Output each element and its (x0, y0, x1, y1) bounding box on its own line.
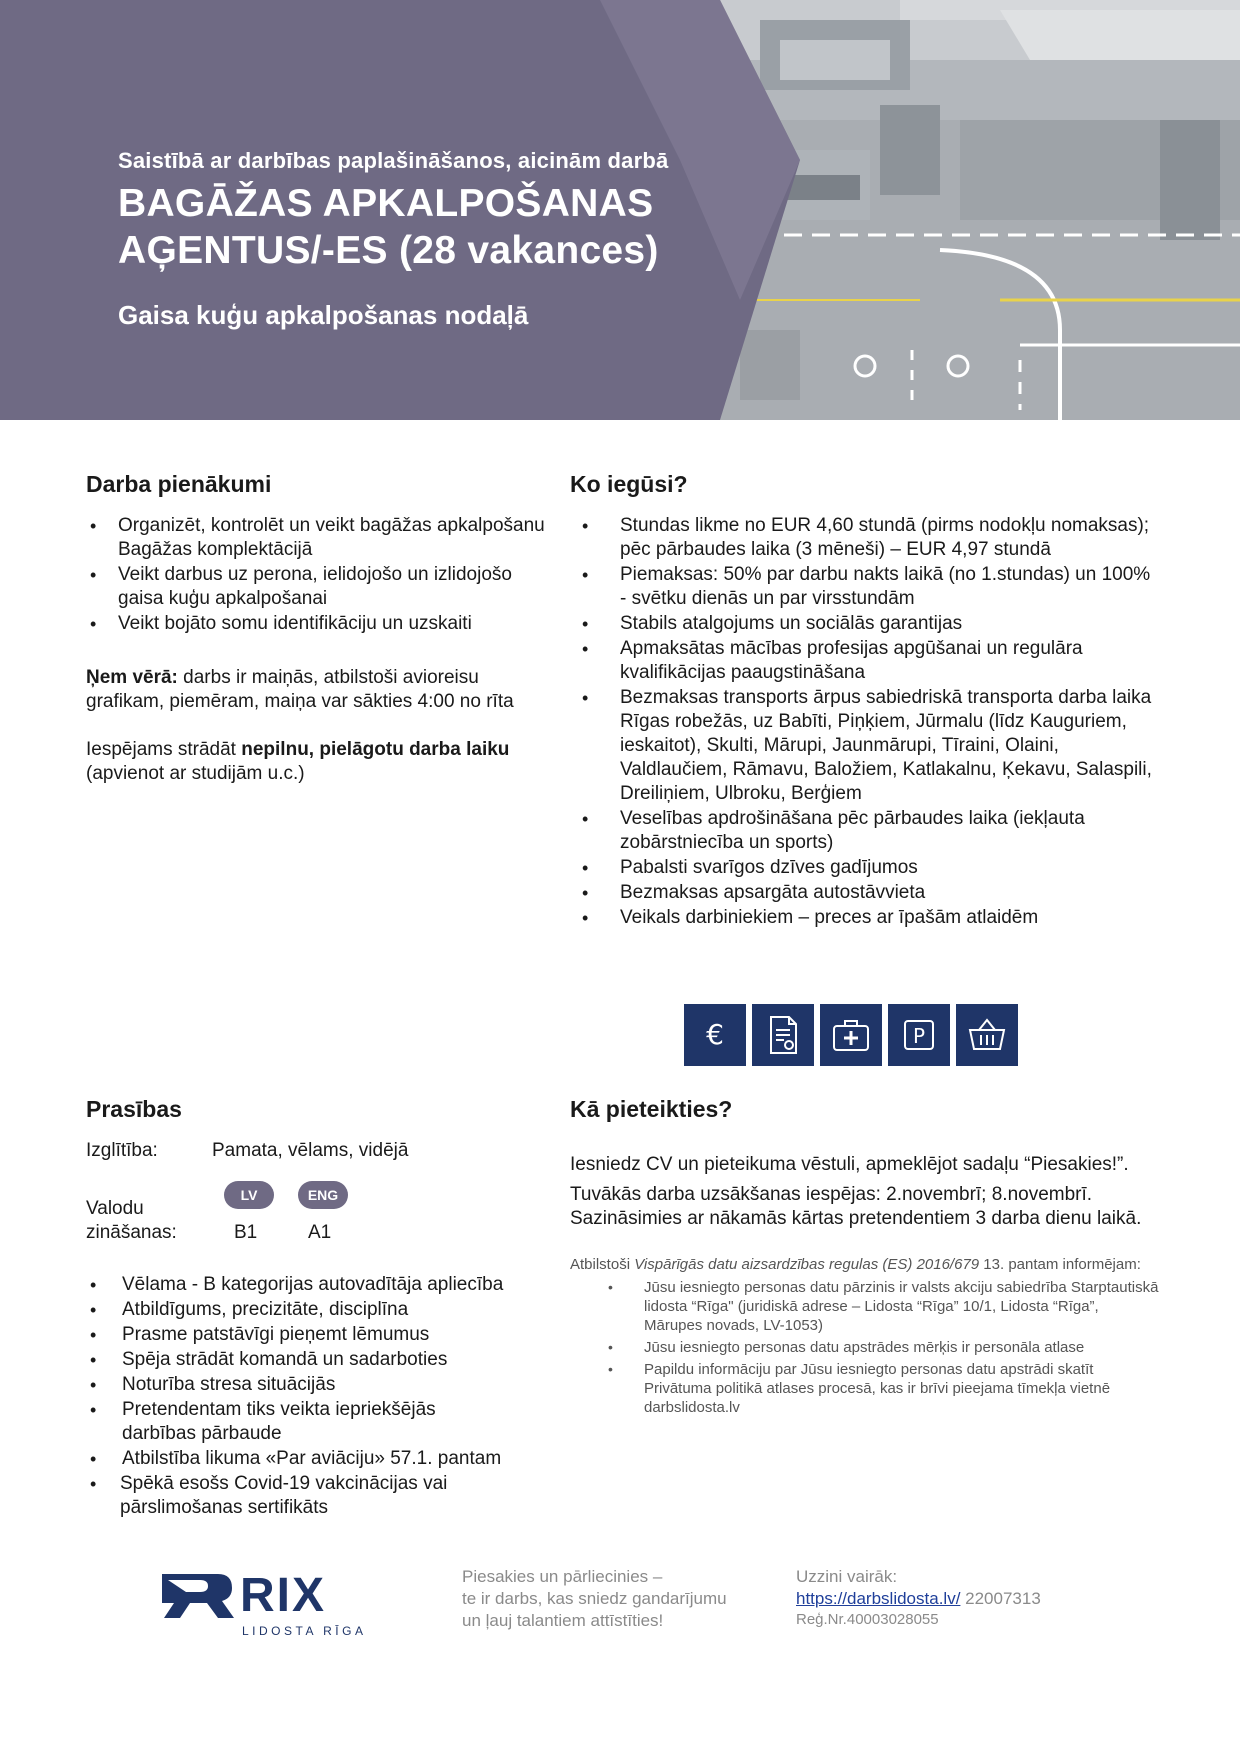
part-time-bold: nepilnu, pielāgotu darba laiku (241, 739, 510, 760)
apply-section (570, 1097, 1160, 1418)
gdpr-pre: Atbilstoši (570, 1256, 635, 1273)
requirements-section (86, 1097, 566, 1521)
gdpr-regulation: Vispārīgās datu aizsardzības regulas (ES) 2016/679 (634, 1256, 980, 1273)
list-item: • Atbilstība likuma «Par aviāciju» 57.1. pantam (86, 1447, 566, 1471)
rix-logo (160, 1568, 370, 1642)
duties-list (86, 514, 556, 636)
list-item: • Stabils atalgojums un sociālās garantijas (570, 612, 1160, 636)
footer-slogan (462, 1566, 727, 1632)
shift-note-text: darbs ir maiņās, atbilstoši avioreisu grafikam, piemēram, maiņa var sākties 4:00 no rīta (86, 667, 514, 712)
contact-timeline: Sazināsimies ar nākamās kārtas pretendentiem 3 darba dienu laikā. (570, 1208, 1142, 1229)
parking-icon (888, 1004, 950, 1066)
language-badge-eng: ENG (298, 1181, 348, 1209)
list-item: • Vēlama - B kategorijas autovadītāja apliecība (86, 1273, 566, 1297)
list-item: • Spēkā esošs Covid-19 vakcinācijas vai pārslimošanas sertifikāts (86, 1472, 520, 1520)
benefit-icons (684, 1004, 1018, 1066)
language-level-eng: A1 (308, 1222, 332, 1243)
list-item: • Pabalsti svarīgos dzīves gadījumos (570, 856, 1160, 880)
list-item: • Bezmaksas apsargāta autostāvvieta (570, 881, 1160, 905)
gdpr-post: 13. pantam informējam: (979, 1256, 1141, 1273)
part-time-pre: Iespējams strādāt (86, 739, 242, 760)
list-item: • Spēja strādāt komandā un sadarboties (86, 1348, 566, 1372)
document-icon (752, 1004, 814, 1066)
education-row (86, 1139, 566, 1163)
duties-section (86, 472, 556, 786)
list-item: • Veselības apdrošināšana pēc pārbaudes laika (iekļauta zobārstniecība un sports) (570, 807, 1160, 855)
part-time-note (86, 738, 556, 786)
hero-banner (0, 0, 1240, 420)
euro-icon (684, 1004, 746, 1066)
list-item: • Organizēt, kontrolēt un veikt bagāžas apkalpošanu Bagāžas komplektācijā (86, 514, 556, 562)
careers-link[interactable]: https://darbslidosta.lv/ (796, 1589, 961, 1608)
list-item: • Jūsu iesniegto personas datu apstrādes mērķis ir personāla atlase (570, 1338, 1160, 1357)
svg-text:P: P (912, 1024, 926, 1048)
list-item: • Piemaksas: 50% par darbu nakts laikā (no 1.stundas) un 100% - svētku dienās un par virsstundām (570, 563, 1160, 611)
part-time-post: (apvienot ar studijām u.c.) (86, 763, 305, 784)
logo-text: RIX (240, 1569, 327, 1622)
language-badge-lv: LV (224, 1181, 274, 1209)
duties-heading: Darba pienākumi (86, 471, 272, 497)
benefits-heading: Ko iegūsi? (570, 471, 688, 497)
gdpr-list (570, 1278, 1160, 1417)
list-item: • Jūsu iesniegto personas datu pārzinis ir valsts akciju sabiedrība Starptautiskā lidosta “Rīga" (juridiskā adrese – Lidosta “Rīga” 10/1, Lidosta “Rīga”, Mārupes novads, LV-1053) (570, 1278, 1160, 1335)
benefits-section (570, 472, 1160, 931)
education-value: Pamata, vēlams, vidējā (212, 1140, 409, 1161)
list-item: • Veikt darbus uz perona, ielidojošo un izlidojošo gaisa kuģu apkalpošanai (86, 563, 556, 611)
department: Gaisa kuģu apkalpošanas nodaļā (118, 300, 529, 330)
apply-instructions: Iesniedz CV un pieteikuma vēstuli, apmeklējot sadaļu “Piesakies!”. (570, 1154, 1129, 1175)
shopping-basket-icon (956, 1004, 1018, 1066)
benefits-list (570, 514, 1160, 930)
more-info-label: Uzzini vairāk: (796, 1567, 898, 1586)
list-item: • Bezmaksas transports ārpus sabiedriskā transporta darba laika Rīgas robežās, uz Babīti, Piņķiem, Jūrmalu (līdz Kauguriem, ieskaitot), Skulti, Mārupi, Jaunmārupi, Tīraini, Olaini, Valdlaučiem, Rāmavu, Baložiem, Katlakalnu, Ķekavu, Salaspili, Dreiliņiem, Ulbroku, Berģiem (570, 686, 1160, 806)
requirements-heading: Prasības (86, 1096, 182, 1122)
list-item: • Veikals darbiniekiem – preces ar īpašām atlaidēm (570, 906, 1160, 930)
job-title-line-2: AĢENTUS/-ES (28 vakances) (118, 229, 659, 272)
list-item: • Stundas likme no EUR 4,60 stundā (pirms nodokļu nomaksas); pēc pārbaudes laika (3 mēneši) – EUR 4,97 stundā (570, 514, 1160, 562)
slogan-line-2: te ir darbs, kas sniedz gandarījumu (462, 1589, 727, 1608)
svg-text:€: € (706, 1018, 724, 1051)
hero-intro: Saistībā ar darbības paplašināšanos, aicinām darbā (118, 148, 669, 173)
gdpr-notice (570, 1255, 1160, 1417)
footer-contact (796, 1566, 1041, 1629)
list-item: • Papildu informāciju par Jūsu iesniegto personas datu apstrādi skatīt Privātuma politikā atlases procesā, kas ir brīvi pieejama tīmekļa vietnē darbslidosta.lv (570, 1360, 1160, 1417)
apply-heading: Kā pieteikties? (570, 1096, 733, 1122)
list-item: • Atbildīgums, precizitāte, disciplīna (86, 1298, 566, 1322)
language-label-2: zināšanas: (86, 1222, 177, 1243)
slogan-line-3: un ļauj talantiem attīstīties! (462, 1611, 664, 1630)
medical-kit-icon (820, 1004, 882, 1066)
list-item: • Pretendentam tiks veikta iepriekšējās darbības pārbaude (86, 1398, 512, 1446)
start-dates: Tuvākās darba uzsākšanas iespējas: 2.novembrī; 8.novembrī. (570, 1184, 1093, 1205)
language-level-lv: B1 (234, 1222, 258, 1243)
contact-line (796, 1588, 1041, 1610)
logo-subtitle: LIDOSTA RĪGA (242, 1624, 367, 1638)
hero-text (118, 148, 668, 331)
list-item: • Veikt bojāto somu identifikāciju un uzskaiti (86, 612, 556, 636)
shift-note (86, 666, 556, 714)
list-item: • Apmaksātas mācības profesijas apgūšanai un regulāra kvalifikācijas paaugstināšana (570, 637, 1160, 685)
slogan-line-1: Piesakies un pārliecinies – (462, 1567, 663, 1586)
language-label-1: Valodu (86, 1198, 144, 1219)
phone-number: 22007313 (960, 1589, 1041, 1608)
registration-number: Reģ.Nr.40003028055 (796, 1611, 939, 1628)
shift-note-label: Ņem vērā: (86, 667, 178, 688)
job-title-line-1: BAGĀŽAS APKALPOŠANAS (118, 182, 654, 225)
language-row (86, 1193, 566, 1245)
list-item: • Noturība stresa situācijās (86, 1373, 566, 1397)
education-label: Izglītība: (86, 1140, 158, 1161)
gdpr-intro (570, 1255, 1160, 1274)
list-item: • Prasme patstāvīgi pieņemt lēmumus (86, 1323, 566, 1347)
requirements-list (86, 1273, 566, 1520)
